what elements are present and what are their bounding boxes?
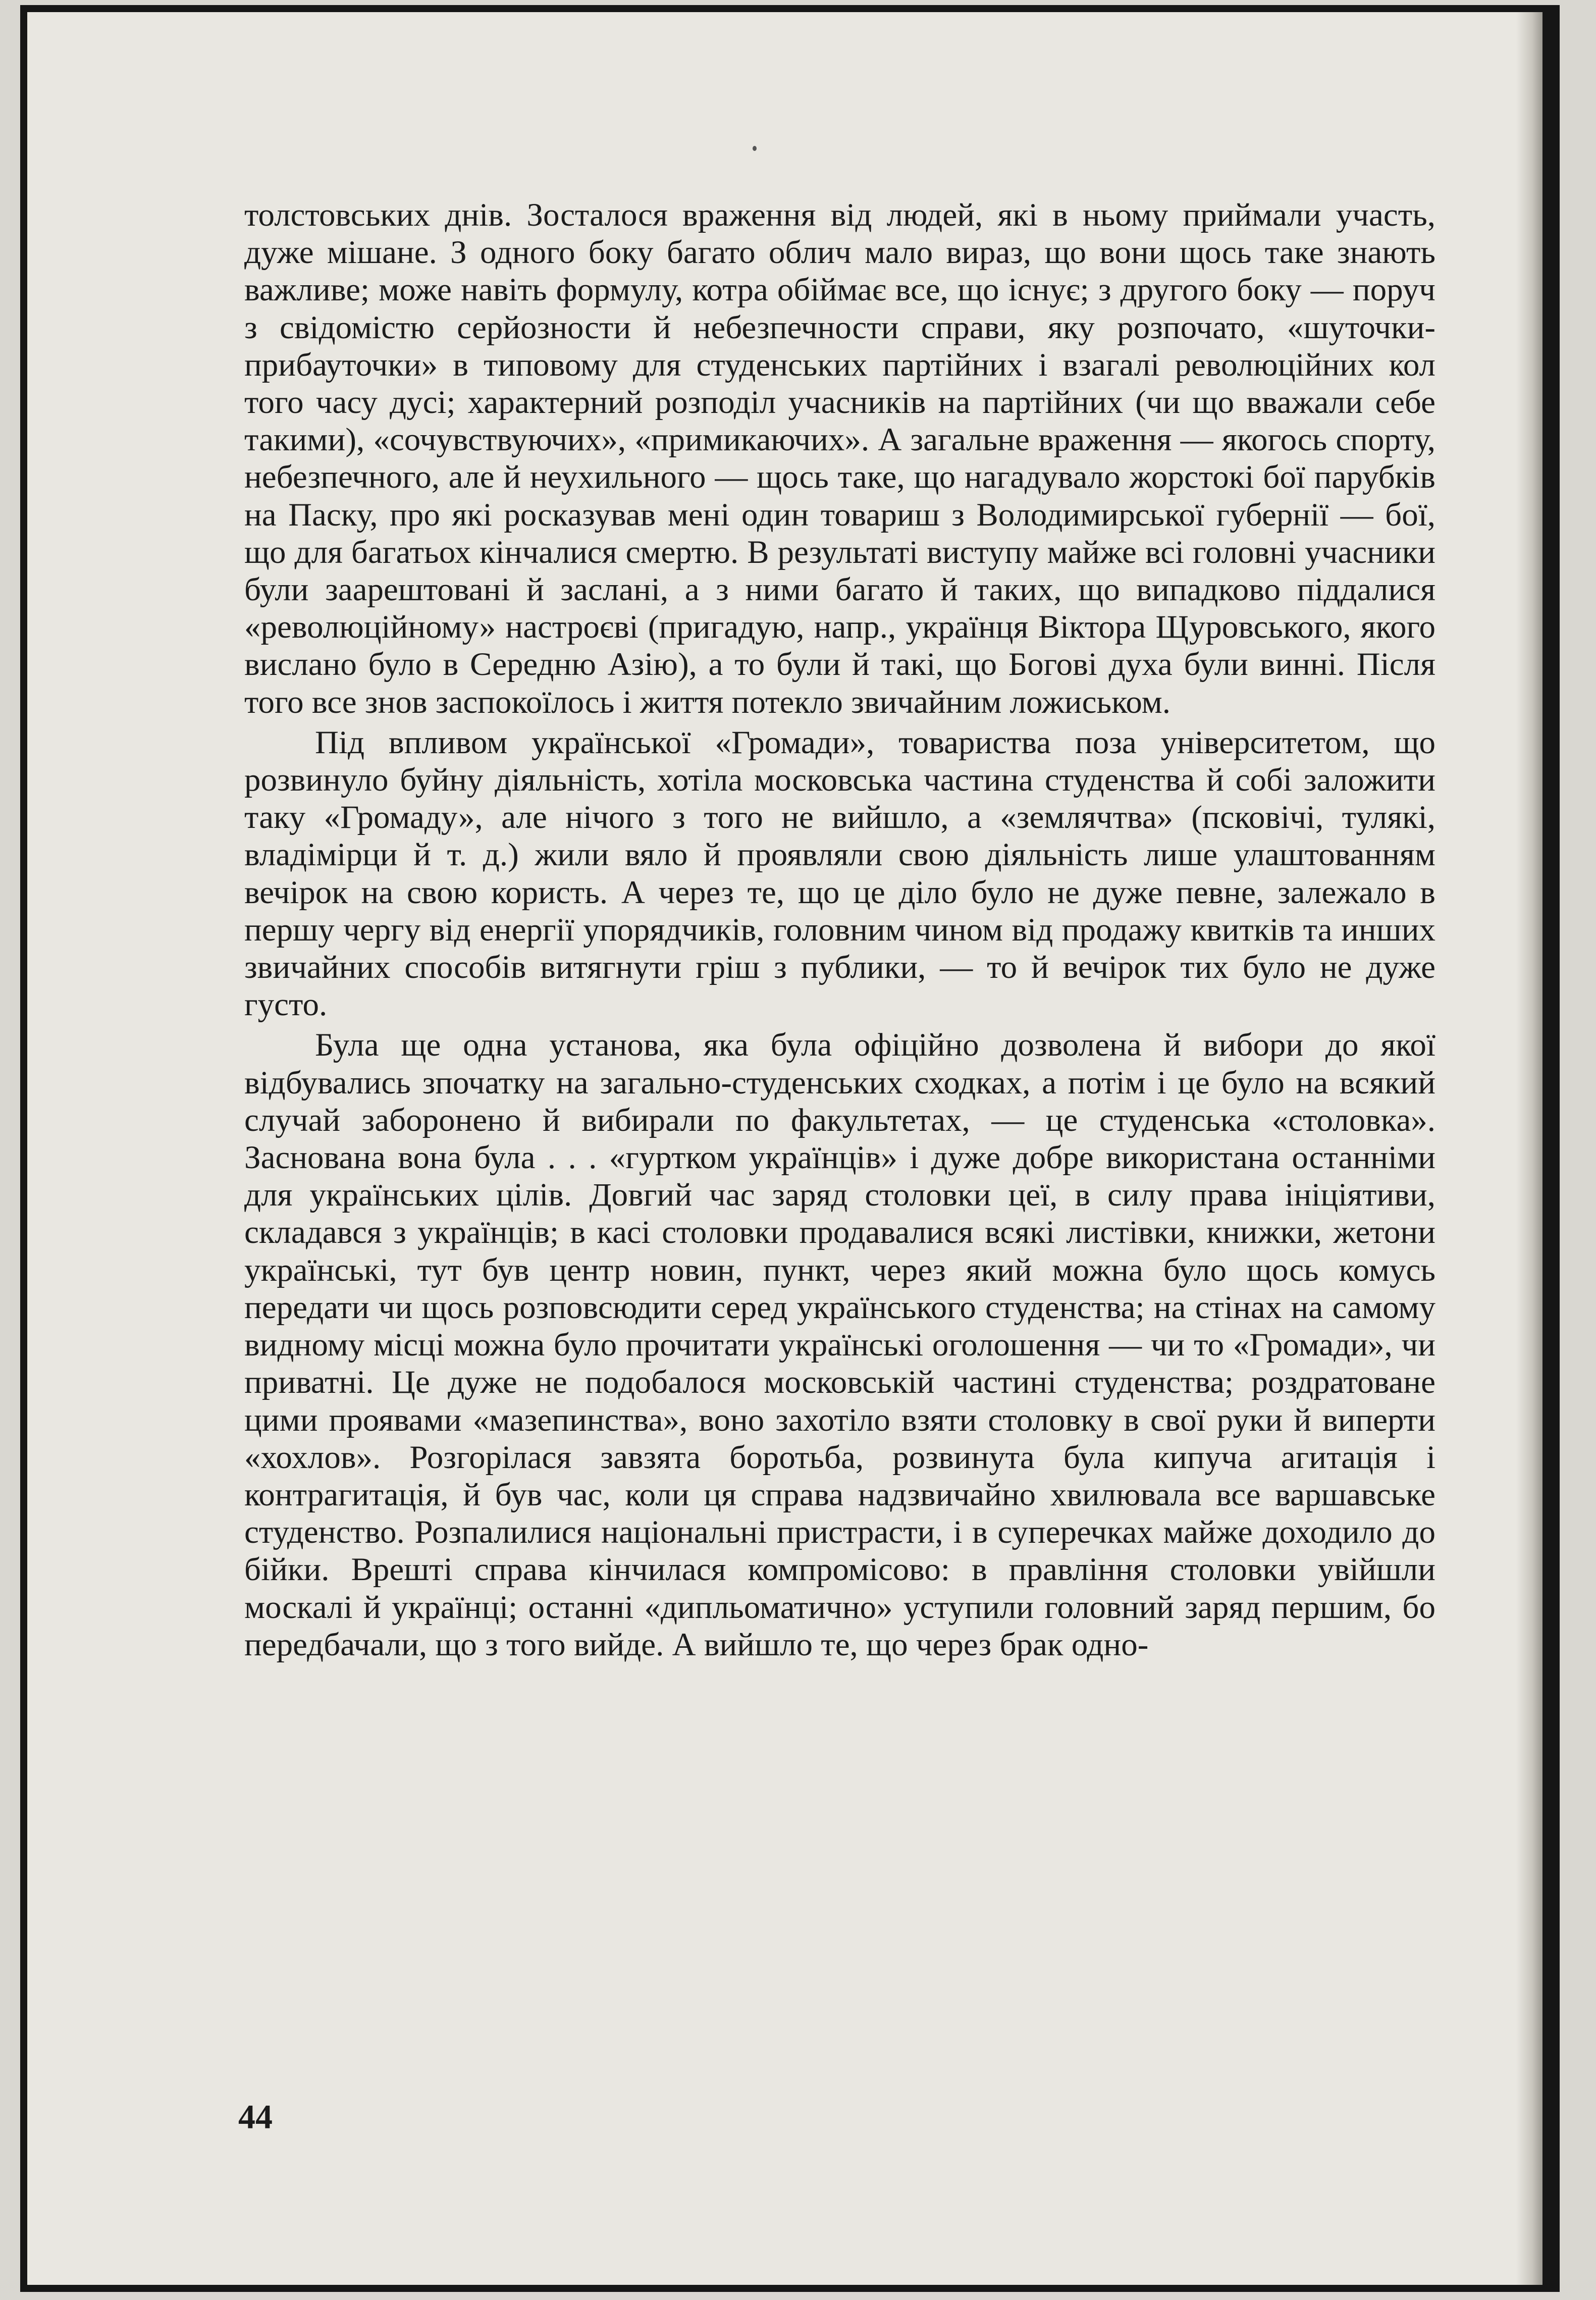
paragraph-continuation: толстовських днів. Зосталося враження від людей, які в ньому приймали участь, дуже мішане. З одного боку багато облич мало вираз, що вони щось таке знають важливе; може навіть формулу, котра обіймає все, що існує; з другого боку — поруч з свідомістю серйозности й небезпечности справи, яку розпочато, «шуточки-прибауточки» в типовому для студенських партійних і взагалі революційних кол того часу дусі; характерний розподіл учасників на партійних (чи що вважали себе такими), «сочувствуючих», «примикаючих». А загальне враження — якогось спорту, небезпечного, але й неухильного — щось таке, що нагадувало жорстокі бої парубків на Паску, про які росказував мені один товариш з Володимирської губернії — бої, що для багатьох кінчалися смертю. В результаті виступу майже всі головні учасники були заарештовані й заслані, а з ними багато й таких, що випадково піддалися «революційному» настроєві (пригадую, напр., українця Віктора Щуровського, якого вислано було в Середню Азію), а то були й такі, що Богові духа були винні. Після того все знов заспокоїлось і життя потекло звичайним ложиськом.: [244, 197, 1435, 720]
paragraph-stolovka: Була ще одна установа, яка була офіційно дозволена й вибори до якої відбувались зпочатку на загально-студенських сходках, а потім і це було на всякий случай заборонено й вибирали по факультетах, — це студенська «столовка». Заснована вона була . . . «гуртком українців» і дуже добре використана останніми для українських цілів. Довгий час заряд столовки цеї, в силу права ініціятиви, складався з українців; в касі столовки продавалися всякі листівки, книжки, жетони українські, тут був центр новин, пункт, через який можна було щось комусь передати чи щось розповсюдити серед українського студенства; на стінах на самому видному місці можна було прочитати українські оголошення — чи то «Громади», чи приватні. Це дуже не подобалося московській частині студенства; роздратоване цими проявами «мазепинства», воно захотіло взяти столовку в свої руки й виперти «хохлов». Розгорілася завзята боротьба, розвинута була кипуча агитація і контрагитація, й був час, коли ця справа надзвичайно хвилювала все варшавське студенство. Розпалилися національні пристрасти, і в суперечках майже доходило до бійки. Врешті справа кінчилася компромісово: в правління столовки увійшли москалі й українці; останні «дипльоматично» уступили головний заряд першим, бо передбачали, що з того вийде. А вийшло те, що через брак одно-: [244, 1027, 1435, 1663]
body-text: [244, 196, 1435, 1666]
page-number: 44: [238, 2098, 273, 2136]
paragraph-hromada: Під впливом української «Громади», товариства поза університетом, що розвинуло буйну діяльність, хотіла московська частина студенства й собі заложити таку «Громаду», але нічого з того не вийшло, а «землячтва» (псковічі, тулякі, владімірци й т. д.) жили вяло й проявляли свою діяльність лише улаштованням вечірок на свою користь. А через те, що це діло було не дуже певне, залежало в першу чергу від енергії упорядчиків, головним чином від продажу квитків та инших звичайних способів витягнути гріш з публики, — то й вечірок тих було не дуже густо.: [244, 724, 1435, 1023]
book-page: [20, 5, 1560, 2292]
page-edge-shadow: [1516, 12, 1542, 2285]
paper-speck: [753, 146, 757, 151]
